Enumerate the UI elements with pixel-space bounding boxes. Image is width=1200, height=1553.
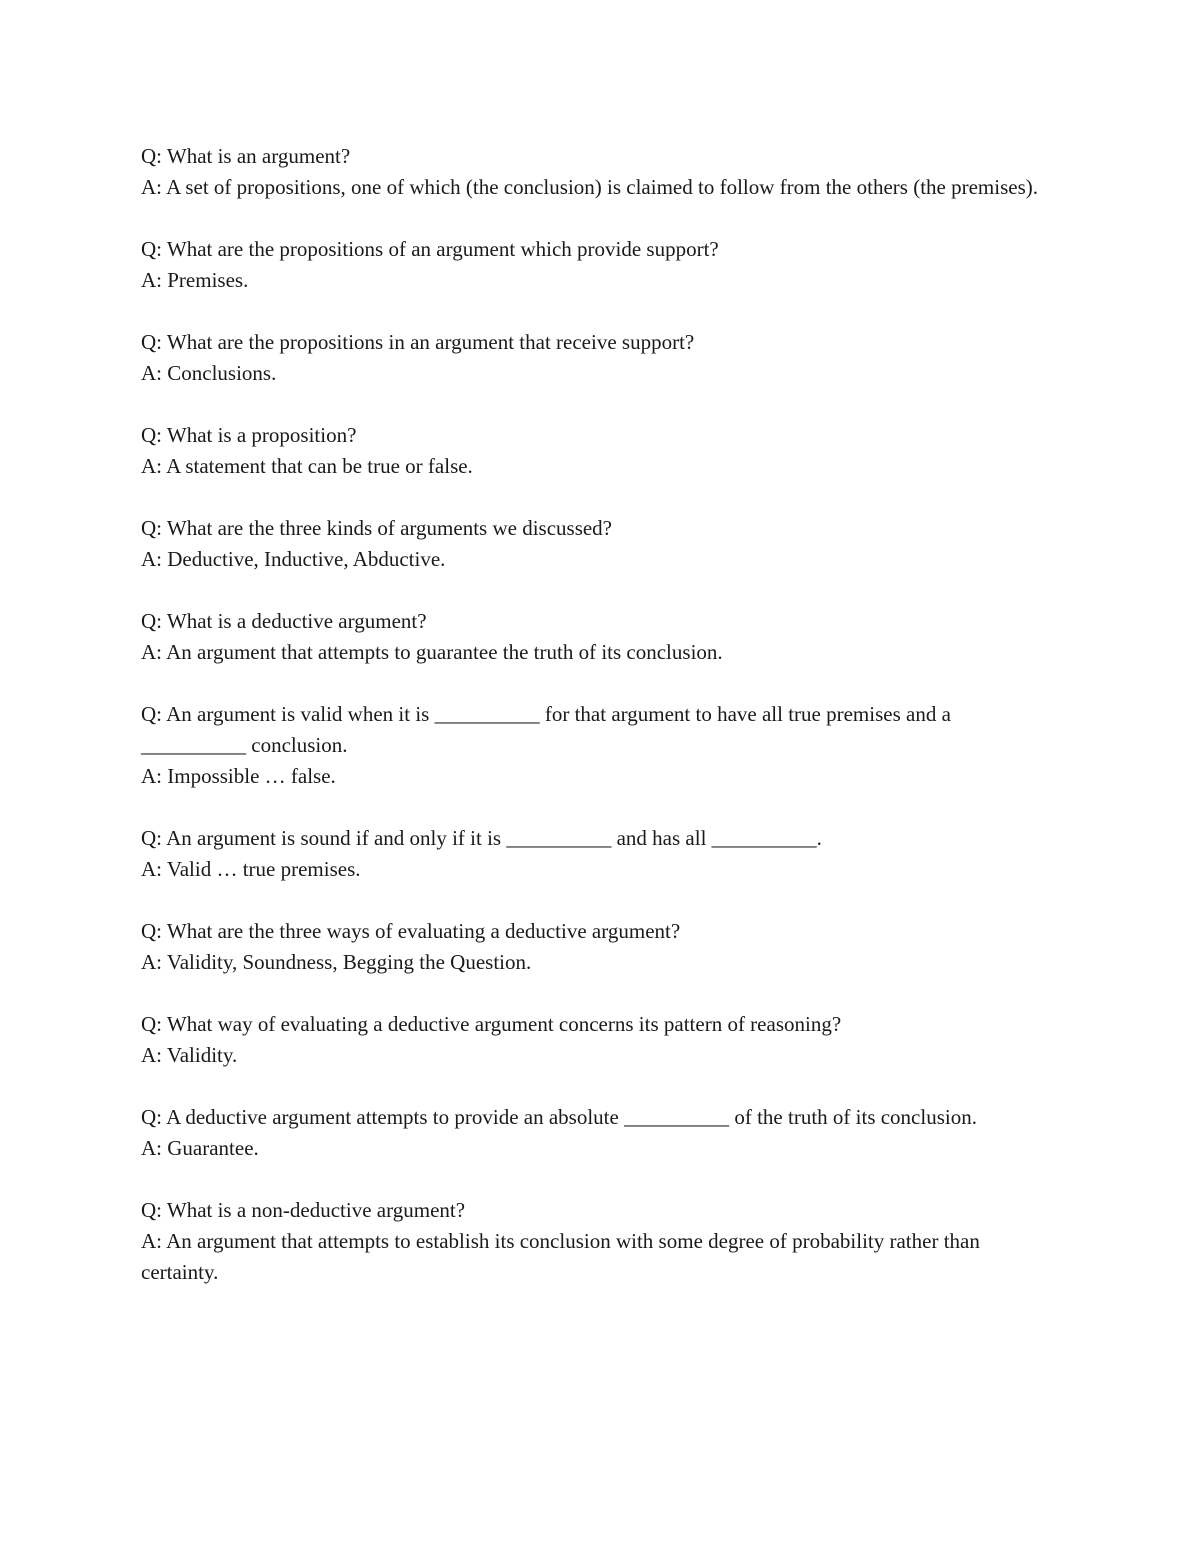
answer-text: A: Guarantee. (141, 1136, 259, 1160)
question-text: Q: What is a deductive argument? (141, 609, 427, 633)
question-text: Q: What are the three kinds of arguments we discussed? (141, 516, 613, 540)
qa-item (141, 234, 1061, 296)
question-text: Q: What is an argument? (141, 144, 351, 168)
question-text: Q: A deductive argument attempts to provide an absolute __________ of the truth of its conclusion. (141, 1105, 977, 1129)
answer-text: A: A statement that can be true or false. (141, 454, 473, 478)
question-text: Q: What way of evaluating a deductive argument concerns its pattern of reasoning? (141, 1012, 842, 1036)
qa-list (141, 141, 1061, 1319)
qa-item (141, 420, 1061, 482)
answer-text: A: A set of propositions, one of which (the conclusion) is claimed to follow from the others (the premises). (141, 175, 1038, 199)
qa-item (141, 141, 1061, 203)
question-text: Q: What are the propositions in an argument that receive support? (141, 330, 695, 354)
question-text: Q: What are the propositions of an argument which provide support? (141, 237, 719, 261)
answer-text: A: An argument that attempts to establish its conclusion with some degree of probability rather than certainty. (141, 1229, 980, 1284)
question-text: Q: What is a non-deductive argument? (141, 1198, 466, 1222)
qa-item (141, 916, 1061, 978)
question-text: Q: What are the three ways of evaluating a deductive argument? (141, 919, 681, 943)
qa-item (141, 513, 1061, 575)
qa-item (141, 1009, 1061, 1071)
answer-text: A: Conclusions. (141, 361, 277, 385)
question-text: Q: What is a proposition? (141, 423, 357, 447)
answer-text: A: Premises. (141, 268, 249, 292)
question-text: Q: An argument is sound if and only if it is __________ and has all __________. (141, 826, 822, 850)
answer-text: A: Validity, Soundness, Begging the Question. (141, 950, 532, 974)
qa-item (141, 606, 1061, 668)
qa-item (141, 823, 1061, 885)
question-text: Q: An argument is valid when it is __________ for that argument to have all true premises and a __________ conclusion. (141, 702, 951, 757)
answer-text: A: Impossible … false. (141, 764, 336, 788)
answer-text: A: An argument that attempts to guarantee the truth of its conclusion. (141, 640, 723, 664)
qa-item (141, 699, 1061, 792)
answer-text: A: Deductive, Inductive, Abductive. (141, 547, 446, 571)
answer-text: A: Validity. (141, 1043, 238, 1067)
qa-item (141, 327, 1061, 389)
qa-item (141, 1102, 1061, 1164)
answer-text: A: Valid … true premises. (141, 857, 361, 881)
qa-item (141, 1195, 1061, 1288)
